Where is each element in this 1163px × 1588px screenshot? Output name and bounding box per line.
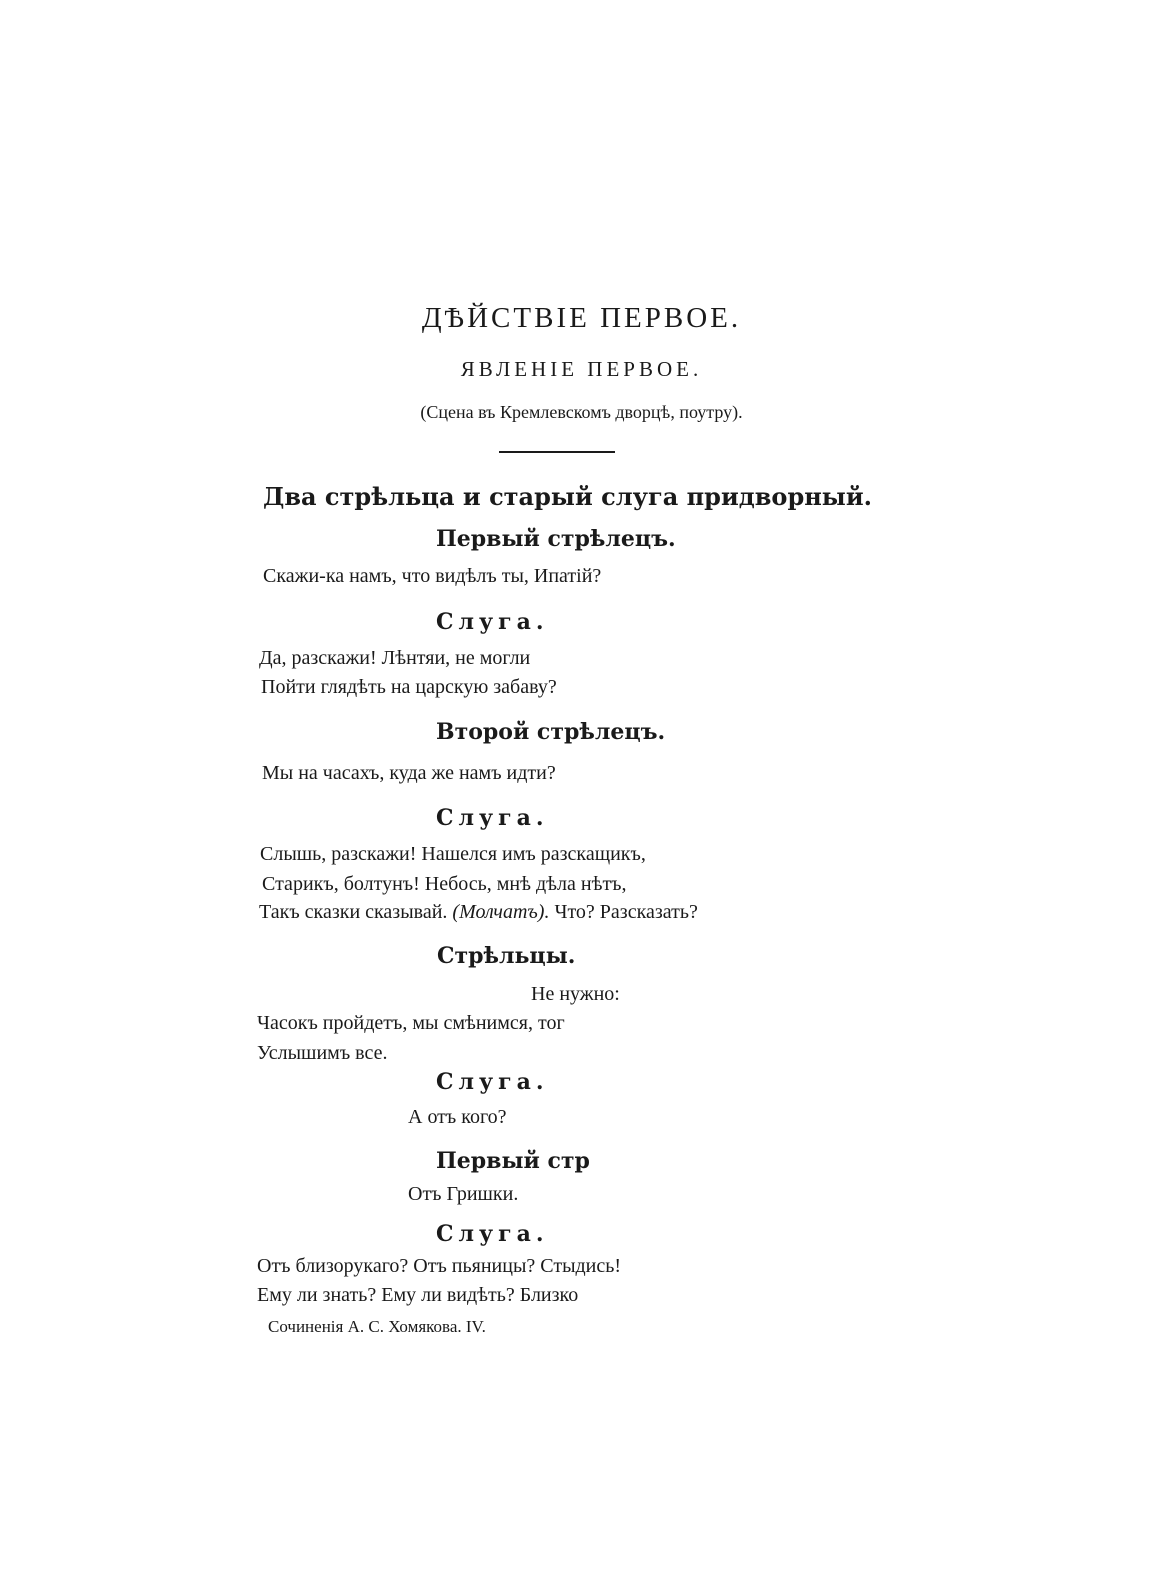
speaker-name: Первый стрѣлецъ. bbox=[436, 526, 676, 552]
dialogue-line: Не нужно: bbox=[531, 983, 620, 1005]
speaker-name: Стрѣльцы. bbox=[437, 943, 576, 969]
dialogue-line: Да, разскажи! Лѣнтяи, не могли bbox=[259, 647, 531, 669]
dialogue-line: Старикъ, болтунъ! Небось, мнѣ дѣла нѣтъ, bbox=[262, 873, 627, 895]
dialogue-line: Часокъ пройдетъ, мы смѣнимся, тог bbox=[257, 1012, 565, 1034]
speaker-name: Слуга. bbox=[436, 1221, 549, 1247]
dialogue-line: А отъ кого? bbox=[408, 1106, 507, 1128]
speaker-name: Первый стр bbox=[436, 1148, 590, 1174]
stage-direction: (Сцена въ Кремлевскомъ дворцѣ, поутру). bbox=[420, 402, 743, 422]
scene-title: ЯВЛЕНІЕ ПЕРВОЕ. bbox=[460, 357, 703, 381]
speaker-name: Слуга. bbox=[436, 609, 549, 635]
dialogue-line: Ему ли знать? Ему ли видѣть? Близко bbox=[257, 1284, 579, 1306]
dialogue-line: Пойти глядѣть на царскую забаву? bbox=[261, 676, 557, 698]
speaker-name: Слуга. bbox=[436, 805, 549, 831]
page-footer: Сочиненія А. С. Хомякова. IV. bbox=[268, 1317, 486, 1336]
dialogue-line: Мы на часахъ, куда же намъ идти? bbox=[262, 762, 556, 784]
speaker-name: Второй стрѣлецъ. bbox=[436, 719, 666, 745]
dialogue-line: Скажи-ка намъ, что видѣлъ ты, Ипатій? bbox=[263, 565, 602, 587]
dialogue-line: Слышь, разскажи! Нашелся имъ разскащикъ, bbox=[260, 843, 646, 865]
dialogue-line: Услышимъ все. bbox=[257, 1042, 388, 1064]
cast-line: Два стрѣльца и старый слуга придворный. bbox=[263, 482, 872, 511]
divider-rule bbox=[499, 451, 615, 453]
dialogue-line: Отъ близорукаго? Отъ пьяницы? Стыдись! bbox=[257, 1255, 622, 1277]
dialogue-line: Отъ Гришки. bbox=[408, 1183, 519, 1205]
dialogue-line-with-stage-note bbox=[259, 901, 698, 924]
dialogue-line: Такъ сказки сказывай. bbox=[259, 901, 448, 923]
stage-note: (Молчатъ). bbox=[452, 901, 550, 923]
act-title: ДѢЙСТВІЕ ПЕРВОЕ. bbox=[421, 302, 742, 334]
speaker-name: Слуга. bbox=[436, 1069, 549, 1095]
dialogue-line: Что? Разсказать? bbox=[554, 901, 698, 923]
